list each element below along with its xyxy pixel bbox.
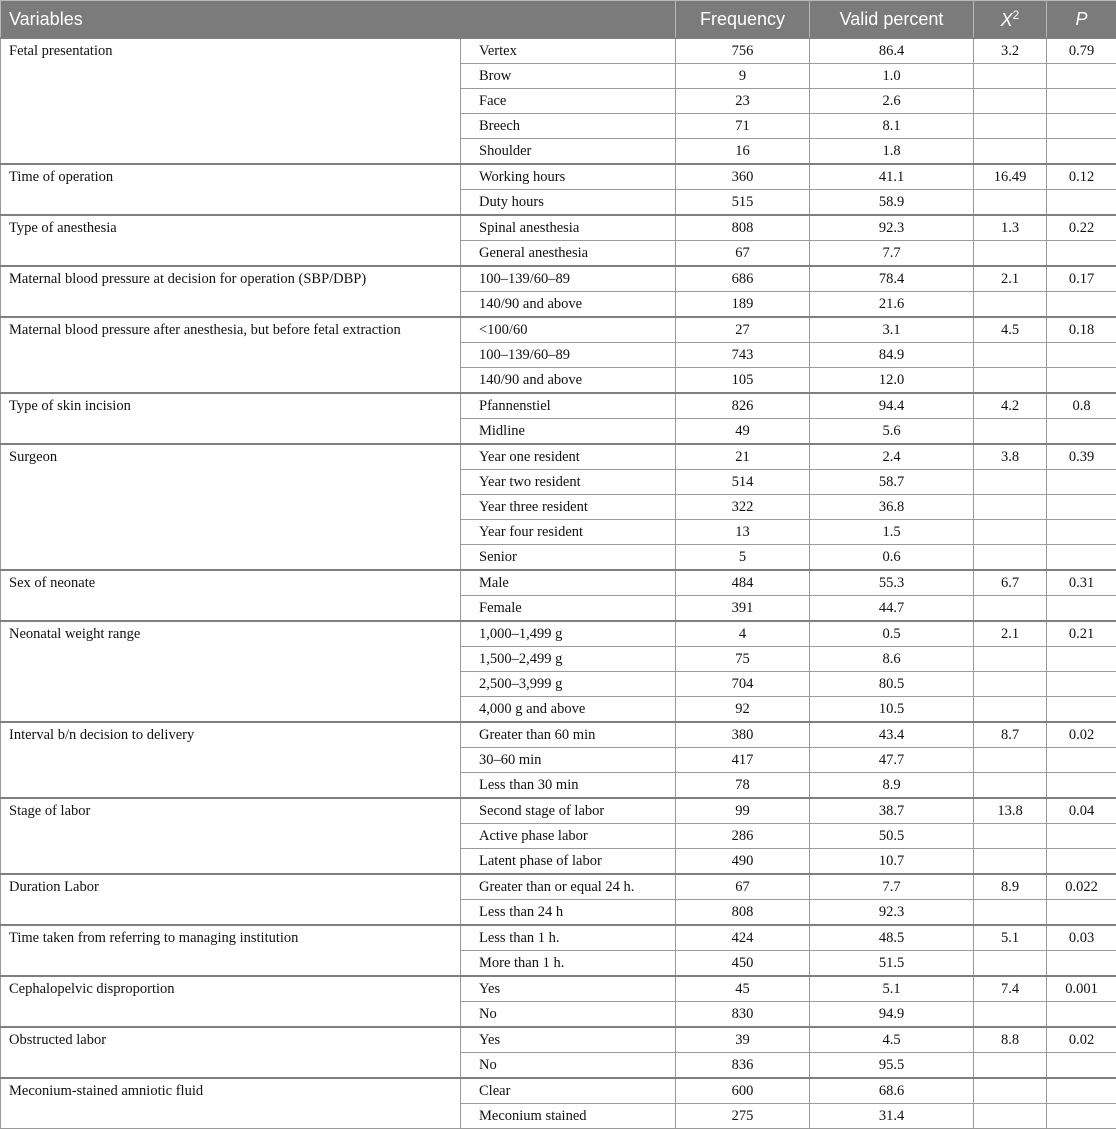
frequency-cell: 704: [676, 672, 810, 697]
table-row: [1, 621, 1116, 647]
table-row: [1, 722, 1116, 748]
chi-square-cell: 2.1: [974, 266, 1047, 292]
variable-name: Surgeon: [1, 444, 461, 570]
p-value-cell: 0.001: [1047, 976, 1116, 1002]
empty-p-value-cell: [1047, 419, 1116, 445]
p-value-cell: 0.22: [1047, 215, 1116, 241]
frequency-cell: 105: [676, 368, 810, 394]
variable-name: Fetal presentation: [1, 38, 461, 164]
empty-p-value-cell: [1047, 139, 1116, 165]
valid-percent-cell: 68.6: [810, 1078, 974, 1104]
table-row: [1, 976, 1116, 1002]
category-cell: Female: [461, 596, 676, 622]
category-cell: No: [461, 1002, 676, 1028]
chi-superscript: 2: [1013, 8, 1020, 22]
table-body: [1, 38, 1116, 1129]
chi-square-cell: 8.8: [974, 1027, 1047, 1053]
frequency-cell: 39: [676, 1027, 810, 1053]
frequency-cell: 9: [676, 64, 810, 89]
empty-chi-square-cell: [974, 64, 1047, 89]
empty-p-value-cell: [1047, 470, 1116, 495]
variable-name: Time of operation: [1, 164, 461, 215]
category-cell: More than 1 h.: [461, 951, 676, 977]
frequency-cell: 4: [676, 621, 810, 647]
valid-percent-cell: 78.4: [810, 266, 974, 292]
frequency-cell: 826: [676, 393, 810, 419]
empty-p-value-cell: [1047, 1104, 1116, 1129]
frequency-cell: 21: [676, 444, 810, 470]
category-cell: 1,000–1,499 g: [461, 621, 676, 647]
variable-name: Sex of neonate: [1, 570, 461, 621]
category-cell: Vertex: [461, 38, 676, 64]
valid-percent-cell: 36.8: [810, 495, 974, 520]
valid-percent-cell: 86.4: [810, 38, 974, 64]
empty-chi-square-cell: [974, 647, 1047, 672]
chi-square-cell: 2.1: [974, 621, 1047, 647]
category-cell: Meconium stained: [461, 1104, 676, 1129]
category-cell: 100–139/60–89: [461, 266, 676, 292]
chi-square-cell: 3.8: [974, 444, 1047, 470]
valid-percent-cell: 0.6: [810, 545, 974, 571]
empty-p-value-cell: [1047, 114, 1116, 139]
valid-percent-cell: 41.1: [810, 164, 974, 190]
chi-square-cell: [974, 1078, 1047, 1104]
variable-name: Cephalopelvic disproportion: [1, 976, 461, 1027]
valid-percent-cell: 2.4: [810, 444, 974, 470]
valid-percent-cell: 58.7: [810, 470, 974, 495]
frequency-cell: 275: [676, 1104, 810, 1129]
frequency-cell: 360: [676, 164, 810, 190]
variable-name: Time taken from referring to managing institution: [1, 925, 461, 976]
p-value-cell: 0.18: [1047, 317, 1116, 343]
empty-chi-square-cell: [974, 1002, 1047, 1028]
p-value-cell: 0.31: [1047, 570, 1116, 596]
empty-p-value-cell: [1047, 368, 1116, 394]
table-row: [1, 317, 1116, 343]
table-row: [1, 798, 1116, 824]
table-row: [1, 874, 1116, 900]
frequency-cell: 71: [676, 114, 810, 139]
frequency-cell: 830: [676, 1002, 810, 1028]
chi-symbol: X: [1001, 10, 1013, 30]
table-row: [1, 925, 1116, 951]
valid-percent-cell: 92.3: [810, 215, 974, 241]
valid-percent-cell: 8.1: [810, 114, 974, 139]
empty-p-value-cell: [1047, 773, 1116, 799]
frequency-cell: 16: [676, 139, 810, 165]
category-cell: 2,500–3,999 g: [461, 672, 676, 697]
frequency-cell: 743: [676, 343, 810, 368]
variable-name: Maternal blood pressure at decision for operation (SBP/DBP): [1, 266, 461, 317]
table-row: [1, 444, 1116, 470]
chi-square-cell: 16.49: [974, 164, 1047, 190]
empty-p-value-cell: [1047, 1002, 1116, 1028]
chi-square-cell: 1.3: [974, 215, 1047, 241]
variable-name: Stage of labor: [1, 798, 461, 874]
p-value-cell: [1047, 1078, 1116, 1104]
empty-chi-square-cell: [974, 190, 1047, 216]
valid-percent-cell: 58.9: [810, 190, 974, 216]
table-row: [1, 1027, 1116, 1053]
category-cell: Clear: [461, 1078, 676, 1104]
empty-p-value-cell: [1047, 343, 1116, 368]
frequency-cell: 836: [676, 1053, 810, 1079]
frequency-cell: 45: [676, 976, 810, 1002]
category-cell: Duty hours: [461, 190, 676, 216]
empty-chi-square-cell: [974, 495, 1047, 520]
empty-chi-square-cell: [974, 545, 1047, 571]
empty-chi-square-cell: [974, 114, 1047, 139]
frequency-cell: 756: [676, 38, 810, 64]
frequency-cell: 808: [676, 900, 810, 926]
category-cell: Year three resident: [461, 495, 676, 520]
valid-percent-cell: 44.7: [810, 596, 974, 622]
frequency-cell: 99: [676, 798, 810, 824]
valid-percent-cell: 7.7: [810, 874, 974, 900]
frequency-cell: 490: [676, 849, 810, 875]
valid-percent-cell: 43.4: [810, 722, 974, 748]
valid-percent-cell: 84.9: [810, 343, 974, 368]
empty-chi-square-cell: [974, 292, 1047, 318]
chi-square-cell: 4.5: [974, 317, 1047, 343]
category-cell: 140/90 and above: [461, 292, 676, 318]
table-row: [1, 1078, 1116, 1104]
empty-chi-square-cell: [974, 697, 1047, 723]
frequency-cell: 380: [676, 722, 810, 748]
category-cell: Brow: [461, 64, 676, 89]
category-cell: Less than 30 min: [461, 773, 676, 799]
empty-chi-square-cell: [974, 241, 1047, 267]
variable-name: Obstructed labor: [1, 1027, 461, 1078]
category-cell: Year one resident: [461, 444, 676, 470]
empty-chi-square-cell: [974, 596, 1047, 622]
valid-percent-cell: 51.5: [810, 951, 974, 977]
valid-percent-cell: 8.9: [810, 773, 974, 799]
valid-percent-cell: 94.9: [810, 1002, 974, 1028]
p-value-cell: 0.17: [1047, 266, 1116, 292]
empty-p-value-cell: [1047, 849, 1116, 875]
category-cell: Spinal anesthesia: [461, 215, 676, 241]
category-cell: 140/90 and above: [461, 368, 676, 394]
variable-name: Type of anesthesia: [1, 215, 461, 266]
valid-percent-cell: 8.6: [810, 647, 974, 672]
variable-name: Maternal blood pressure after anesthesia, but before fetal extraction: [1, 317, 461, 393]
p-value-cell: 0.04: [1047, 798, 1116, 824]
frequency-cell: 75: [676, 647, 810, 672]
category-cell: Face: [461, 89, 676, 114]
empty-chi-square-cell: [974, 900, 1047, 926]
empty-p-value-cell: [1047, 900, 1116, 926]
frequency-cell: 686: [676, 266, 810, 292]
p-value-cell: 0.39: [1047, 444, 1116, 470]
frequency-cell: 808: [676, 215, 810, 241]
category-cell: Less than 1 h.: [461, 925, 676, 951]
valid-percent-cell: 95.5: [810, 1053, 974, 1079]
frequency-cell: 417: [676, 748, 810, 773]
frequency-cell: 13: [676, 520, 810, 545]
category-cell: Year four resident: [461, 520, 676, 545]
p-value-cell: 0.8: [1047, 393, 1116, 419]
frequency-cell: 600: [676, 1078, 810, 1104]
header-valid-percent: Valid percent: [810, 1, 974, 39]
frequency-cell: 92: [676, 697, 810, 723]
frequency-cell: 515: [676, 190, 810, 216]
category-cell: 30–60 min: [461, 748, 676, 773]
header-frequency: Frequency: [676, 1, 810, 39]
frequency-cell: 424: [676, 925, 810, 951]
chi-square-cell: 8.7: [974, 722, 1047, 748]
p-value-cell: 0.03: [1047, 925, 1116, 951]
valid-percent-cell: 1.8: [810, 139, 974, 165]
valid-percent-cell: 5.6: [810, 419, 974, 445]
valid-percent-cell: 2.6: [810, 89, 974, 114]
frequency-cell: 514: [676, 470, 810, 495]
empty-chi-square-cell: [974, 824, 1047, 849]
category-cell: Active phase labor: [461, 824, 676, 849]
frequency-cell: 5: [676, 545, 810, 571]
valid-percent-cell: 4.5: [810, 1027, 974, 1053]
p-value-cell: 0.02: [1047, 722, 1116, 748]
category-cell: Pfannenstiel: [461, 393, 676, 419]
header-variables: Variables: [1, 1, 676, 39]
category-cell: Male: [461, 570, 676, 596]
category-cell: 1,500–2,499 g: [461, 647, 676, 672]
category-cell: 4,000 g and above: [461, 697, 676, 723]
valid-percent-cell: 31.4: [810, 1104, 974, 1129]
empty-p-value-cell: [1047, 697, 1116, 723]
category-cell: Year two resident: [461, 470, 676, 495]
empty-chi-square-cell: [974, 139, 1047, 165]
category-cell: Greater than 60 min: [461, 722, 676, 748]
valid-percent-cell: 47.7: [810, 748, 974, 773]
empty-chi-square-cell: [974, 343, 1047, 368]
empty-chi-square-cell: [974, 748, 1047, 773]
chi-square-cell: 13.8: [974, 798, 1047, 824]
chi-square-cell: 6.7: [974, 570, 1047, 596]
valid-percent-cell: 94.4: [810, 393, 974, 419]
empty-p-value-cell: [1047, 672, 1116, 697]
empty-p-value-cell: [1047, 824, 1116, 849]
valid-percent-cell: 7.7: [810, 241, 974, 267]
valid-percent-cell: 92.3: [810, 900, 974, 926]
valid-percent-cell: 12.0: [810, 368, 974, 394]
frequency-cell: 450: [676, 951, 810, 977]
category-cell: Greater than or equal 24 h.: [461, 874, 676, 900]
empty-p-value-cell: [1047, 64, 1116, 89]
variable-name: Duration Labor: [1, 874, 461, 925]
empty-p-value-cell: [1047, 241, 1116, 267]
variable-name: Neonatal weight range: [1, 621, 461, 722]
table-row: [1, 393, 1116, 419]
empty-p-value-cell: [1047, 520, 1116, 545]
p-value-cell: 0.21: [1047, 621, 1116, 647]
empty-p-value-cell: [1047, 190, 1116, 216]
empty-p-value-cell: [1047, 596, 1116, 622]
p-value-cell: 0.022: [1047, 874, 1116, 900]
chi-square-cell: 8.9: [974, 874, 1047, 900]
empty-chi-square-cell: [974, 1104, 1047, 1129]
p-value-cell: 0.79: [1047, 38, 1116, 64]
header-p-value: [1047, 1, 1116, 39]
frequency-cell: 322: [676, 495, 810, 520]
valid-percent-cell: 3.1: [810, 317, 974, 343]
empty-chi-square-cell: [974, 368, 1047, 394]
table-row: [1, 570, 1116, 596]
valid-percent-cell: 80.5: [810, 672, 974, 697]
empty-chi-square-cell: [974, 470, 1047, 495]
valid-percent-cell: 38.7: [810, 798, 974, 824]
chi-square-cell: 4.2: [974, 393, 1047, 419]
empty-p-value-cell: [1047, 647, 1116, 672]
category-cell: <100/60: [461, 317, 676, 343]
table-row: [1, 215, 1116, 241]
frequency-cell: 484: [676, 570, 810, 596]
empty-p-value-cell: [1047, 1053, 1116, 1079]
table-row: [1, 266, 1116, 292]
valid-percent-cell: 10.7: [810, 849, 974, 875]
category-cell: Midline: [461, 419, 676, 445]
category-cell: Yes: [461, 1027, 676, 1053]
empty-p-value-cell: [1047, 545, 1116, 571]
valid-percent-cell: 50.5: [810, 824, 974, 849]
valid-percent-cell: 21.6: [810, 292, 974, 318]
p-symbol: P: [1075, 9, 1087, 29]
frequency-cell: 189: [676, 292, 810, 318]
valid-percent-cell: 1.0: [810, 64, 974, 89]
empty-p-value-cell: [1047, 89, 1116, 114]
empty-chi-square-cell: [974, 951, 1047, 977]
frequency-cell: 391: [676, 596, 810, 622]
empty-chi-square-cell: [974, 520, 1047, 545]
frequency-cell: 23: [676, 89, 810, 114]
empty-p-value-cell: [1047, 748, 1116, 773]
empty-p-value-cell: [1047, 951, 1116, 977]
header-row: [1, 1, 1116, 39]
category-cell: General anesthesia: [461, 241, 676, 267]
table-row: [1, 164, 1116, 190]
valid-percent-cell: 0.5: [810, 621, 974, 647]
frequency-cell: 49: [676, 419, 810, 445]
valid-percent-cell: 10.5: [810, 697, 974, 723]
category-cell: 100–139/60–89: [461, 343, 676, 368]
category-cell: Second stage of labor: [461, 798, 676, 824]
chi-square-cell: 7.4: [974, 976, 1047, 1002]
valid-percent-cell: 5.1: [810, 976, 974, 1002]
frequency-cell: 286: [676, 824, 810, 849]
frequency-cell: 78: [676, 773, 810, 799]
category-cell: No: [461, 1053, 676, 1079]
category-cell: Yes: [461, 976, 676, 1002]
p-value-cell: 0.02: [1047, 1027, 1116, 1053]
variable-name: Interval b/n decision to delivery: [1, 722, 461, 798]
category-cell: Working hours: [461, 164, 676, 190]
empty-chi-square-cell: [974, 672, 1047, 697]
category-cell: Breech: [461, 114, 676, 139]
valid-percent-cell: 55.3: [810, 570, 974, 596]
table-row: [1, 38, 1116, 64]
frequency-cell: 67: [676, 241, 810, 267]
frequency-cell: 67: [676, 874, 810, 900]
empty-chi-square-cell: [974, 1053, 1047, 1079]
valid-percent-cell: 48.5: [810, 925, 974, 951]
chi-square-cell: 3.2: [974, 38, 1047, 64]
category-cell: Latent phase of labor: [461, 849, 676, 875]
header-chi-square: [974, 1, 1047, 39]
empty-chi-square-cell: [974, 773, 1047, 799]
empty-chi-square-cell: [974, 89, 1047, 114]
category-cell: Senior: [461, 545, 676, 571]
category-cell: Less than 24 h: [461, 900, 676, 926]
valid-percent-cell: 1.5: [810, 520, 974, 545]
empty-p-value-cell: [1047, 495, 1116, 520]
empty-chi-square-cell: [974, 849, 1047, 875]
variable-name: Type of skin incision: [1, 393, 461, 444]
variable-name: Meconium-stained amniotic fluid: [1, 1078, 461, 1129]
chi-square-cell: 5.1: [974, 925, 1047, 951]
p-value-cell: 0.12: [1047, 164, 1116, 190]
empty-chi-square-cell: [974, 419, 1047, 445]
empty-p-value-cell: [1047, 292, 1116, 318]
frequency-cell: 27: [676, 317, 810, 343]
category-cell: Shoulder: [461, 139, 676, 165]
